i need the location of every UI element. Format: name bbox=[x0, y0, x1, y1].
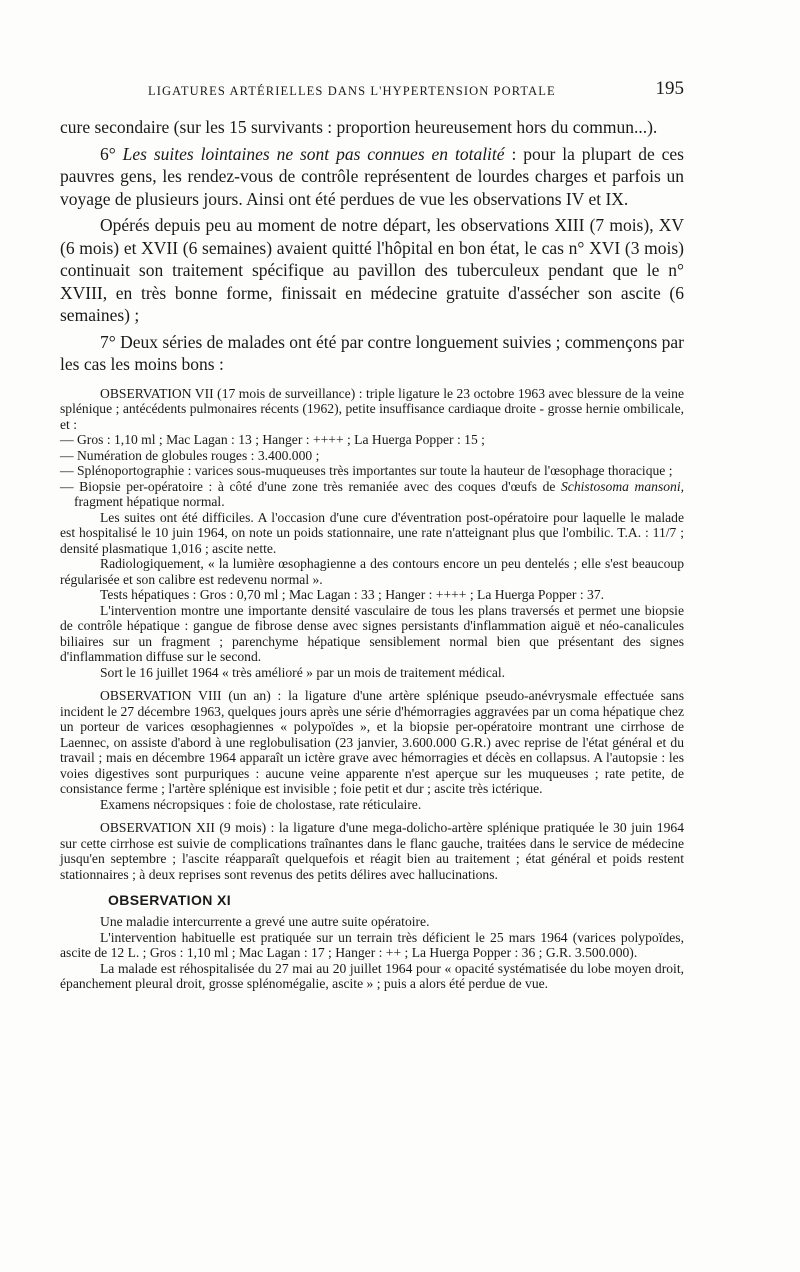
list-item: — Gros : 1,10 ml ; Mac Lagan : 13 ; Hanger : ++++ ; La Huerga Popper : 15 ; bbox=[60, 432, 485, 447]
paragraph: L'intervention montre une importante densité vasculaire de tous les plans traversés et permet une biopsie de contrôle hépatique : gangue de fibrose dense avec signes persistants d'inflammation aiguë et néo-canalicules biliaires sur un fragment ; parenchyme hépatique sensiblement normal bien que présentant des signes d'inflammation diffuse sur le second. bbox=[60, 602, 684, 664]
paragraph: Une maladie intercurrente a grevé une autre suite opératoire. bbox=[100, 914, 430, 929]
paragraph: OBSERVATION VII (17 mois de surveillance) : triple ligature le 23 octobre 1963 avec blessure de la veine splénique ; antécédents pulmonaires récents (1962), petite insuffisance cardiaque droite - grosse hernie ombilicale, et : bbox=[60, 385, 684, 432]
list-item bbox=[60, 479, 684, 510]
paragraph bbox=[60, 143, 684, 211]
italic-phrase: Les suites lointaines ne sont pas connues en totalité bbox=[122, 143, 505, 164]
list-item: — Numération de globules rouges : 3.400.000 ; bbox=[60, 447, 320, 463]
list-item-text: — Biopsie per-opératoire : à côté d'une zone très remaniée avec des coques d'œufs de bbox=[60, 478, 561, 494]
paragraph: Opérés depuis peu au moment de notre départ, les observations XIII (7 mois), XV (6 mois) et XVII (6 semaines) avaient quitté l'hôpital en bon état, le cas n° XVI (3 mois) continuait son traitement spécifique au pavillon des tuberculeux pendant que le n° XVIII, en très bonne forme, finissait en médecine gratuite d'assécher son ascite (6 semaines) ; bbox=[60, 215, 684, 325]
section-heading: OBSERVATION XI bbox=[108, 892, 232, 908]
paragraph: Examens nécropsiques : foie de cholostase, rate réticulaire. bbox=[100, 796, 422, 812]
page-number: 195 bbox=[655, 78, 684, 99]
paragraph: La malade est réhospitalisée du 27 mai au 20 juillet 1964 pour « opacité systématisée du lobe moyen droit, épanchement pleural droit, grosse splénomégalie, ascite » ; puis a alors été perdue de vue. bbox=[60, 960, 684, 991]
observation-vii bbox=[60, 386, 684, 992]
running-head: LIGATURES ARTÉRIELLES DANS L'HYPERTENSION PORTALE bbox=[148, 84, 556, 98]
paragraph: Radiologiquement, « la lumière œsophagienne a des contours encore un peu dentelés ; elle s'est beaucoup régularisée et son calibre est redevenu normal ». bbox=[60, 556, 684, 587]
paragraph: 7° Deux séries de malades ont été par contre longuement suivies ; commençons par les cas les moins bons : bbox=[60, 331, 684, 374]
paragraph-text: : pour la plupart de ces pauvres gens, les rendez-vous de contrôle représentent de lourdes charges et parfois un voyage de plusieurs jours. Ainsi ont été perdues de vue les observations IV et IX. bbox=[60, 143, 684, 209]
list-item-text: fragment hépatique normal. bbox=[74, 494, 225, 509]
paragraph: Sort le 16 juillet 1964 « très amélioré » par un mois de traitement médical. bbox=[100, 664, 506, 680]
paragraph: Les suites ont été difficiles. A l'occasion d'une cure d'éventration post-opératoire pour laquelle le malade est hospitalisé le 10 juin 1964, on note un poids stationnaire, une rate n'atteignant plus que l'ombilic. T.A. : 11/7 ; densité plasmatique 1,016 ; ascite nette. bbox=[60, 509, 684, 556]
page-body bbox=[60, 116, 684, 992]
species-name: Schistosoma mansoni, bbox=[561, 478, 685, 494]
paragraph: L'intervention habituelle est pratiquée sur un terrain très déficient le 25 mars 1964 (varices polypoïdes, ascite de 12 L. ; Gros : 1,10 ml ; Mac Lagan : 17 ; Hanger : ++ ; La Huerga Popper : 36 ; G.R. 3.500.000). bbox=[60, 929, 684, 960]
paragraph: OBSERVATION VIII (un an) : la ligature d'une artère splénique pseudo-anévrysmale effectuée sans incident le 27 décembre 1963, quelques jours après une série d'hémorragies aggravées par un coma hépatique chez un porteur de varices œsophagiennes « polypoïdes », et la biopsie per-opératoire montrant une cirrhose de Laennec, on assiste d'abord à une reglobulisation (23 janvier, 3.600.000 G.R.) avec reprise de l'état général et du travail ; mais en décembre 1964 apparaît un ictère grave avec hémorragies et décès en collapsus. A l'autopsie : les voies digestives sont purpuriques : aucune veine apparente n'est aperçue sur les muqueuses ; rate petite, de consistance ferme ; l'artère splénique est invisible ; foie petit et dur ; ascite très ictérique. bbox=[60, 688, 684, 796]
paragraph: Tests hépatiques : Gros : 0,70 ml ; Mac Lagan : 33 ; Hanger : ++++ ; La Huerga Popper : 37. bbox=[100, 587, 605, 602]
paragraph: OBSERVATION XII (9 mois) : la ligature d'une mega-dolicho-artère splénique pratiquée le 30 juin 1964 sur cette cirrhose est suivie de complications traînantes dans le flanc gauche, traitées dans le service de médecine jusqu'en septembre ; l'ascite réapparaît quelquefois et réagit bien au traitement ; état général et poids restent stationnaires ; à deux reprises sont revenus des petits délires avec hallucinations. bbox=[60, 820, 684, 882]
list-number: 6° bbox=[100, 143, 123, 164]
intro-section bbox=[60, 116, 684, 376]
page-header bbox=[60, 80, 684, 104]
list-item: — Splénoportographie : varices sous-muqueuses très importantes sur toute la hauteur de l'œsophage thoracique ; bbox=[60, 463, 673, 478]
paragraph: cure secondaire (sur les 15 survivants : proportion heureusement hors du commun...). bbox=[60, 117, 658, 137]
